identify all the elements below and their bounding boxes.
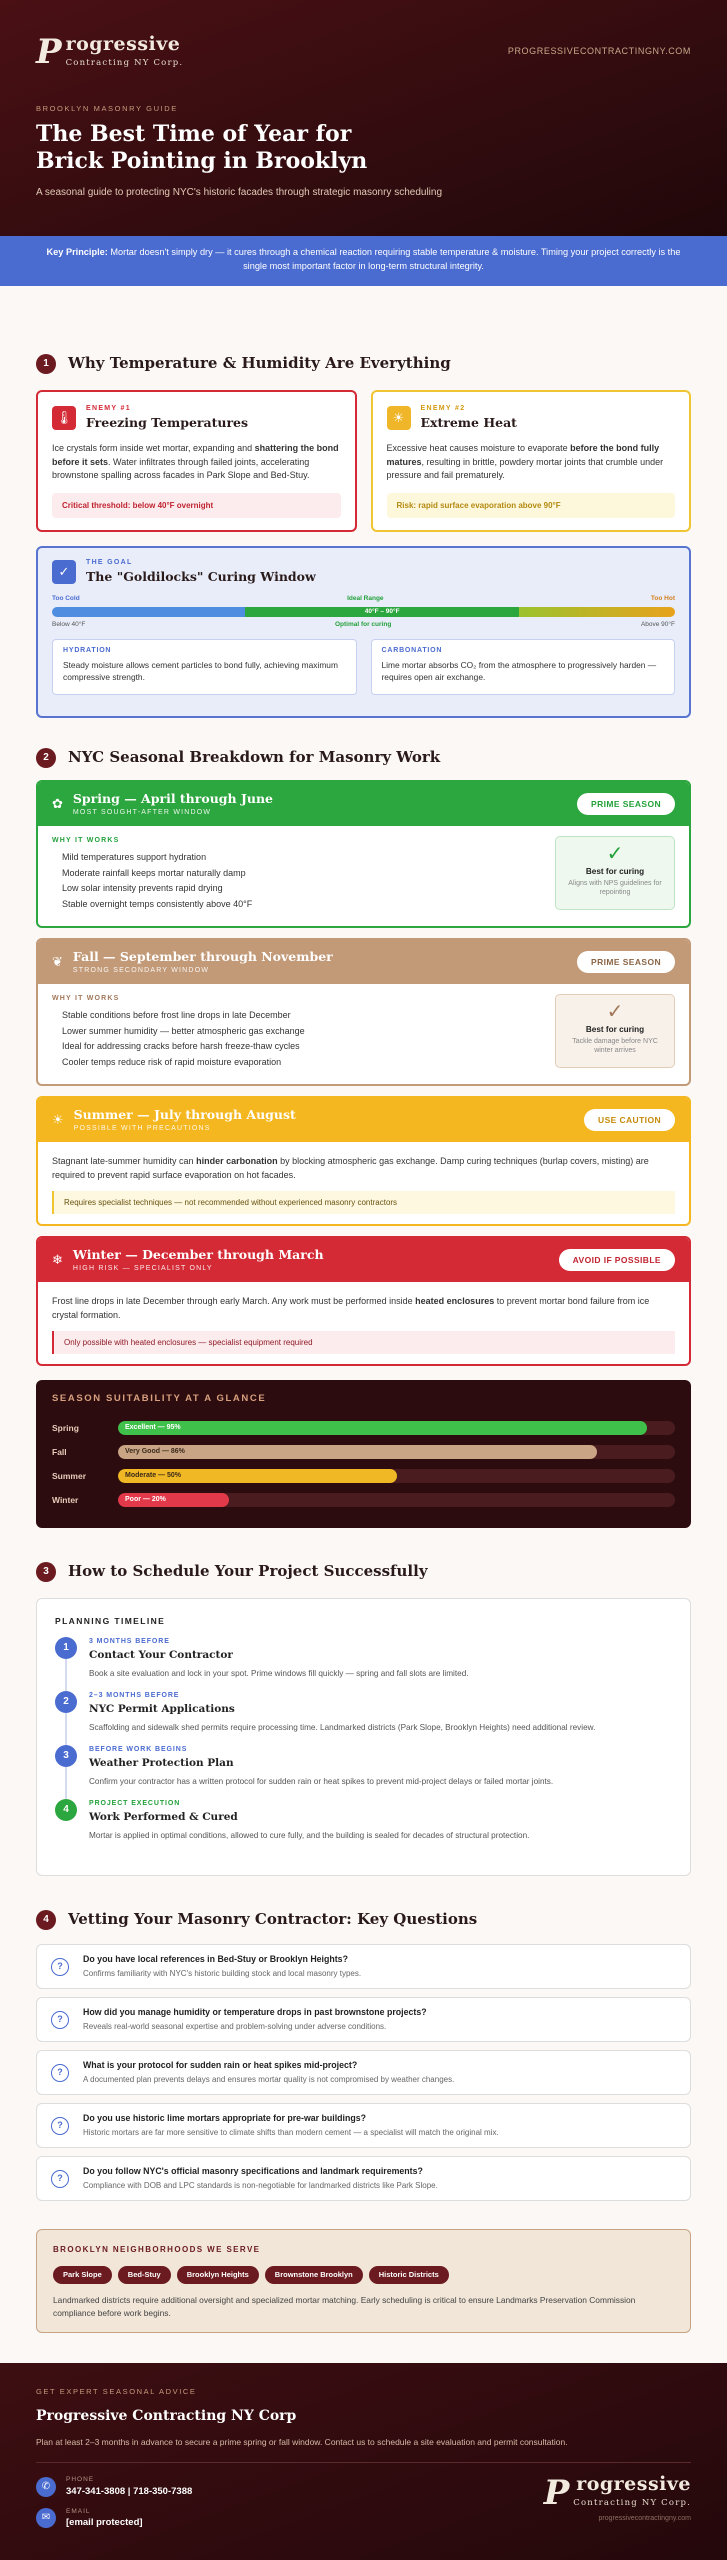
summer-card xyxy=(36,1096,691,1226)
category-label: Spring xyxy=(52,1422,79,1433)
enemy-label: ENEMY #2 xyxy=(420,405,466,412)
hero-header xyxy=(0,0,727,236)
prime-season-badge: PRIME SEASON xyxy=(577,793,675,815)
season-sub: MOST SOUGHT-AFTER WINDOW xyxy=(72,808,212,816)
chart-row xyxy=(52,1440,675,1464)
email-link[interactable]: [email protected] xyxy=(66,2517,143,2529)
hydration-box: HYDRATION Steady moisture allows cement particles to bond fully, achieving maximum compressive strength. xyxy=(52,639,357,695)
neighborhood-chip: Brownstone Brooklyn xyxy=(265,2266,363,2285)
category-label: Summer xyxy=(52,1470,87,1481)
neighborhoods-title: BROOKLYN NEIGHBORHOODS WE SERVE xyxy=(53,2245,261,2254)
category-label: Winter xyxy=(52,1494,79,1505)
timeline-step: 2 2–3 MONTHS BEFORE NYC Permit Applications Scaffolding and sidewalk shed permits require processing time. Landmarked districts (Park Slope, Brooklyn Heights) need additional review. xyxy=(55,1691,672,1745)
checkmark-icon: ✓ xyxy=(606,1001,624,1023)
chart-row xyxy=(52,1416,675,1440)
ideal-range-label: Ideal Range xyxy=(347,595,384,603)
chart-row xyxy=(52,1488,675,1512)
step-number: 2 xyxy=(55,1691,77,1713)
season-sub: HIGH RISK — SPECIALIST ONLY xyxy=(72,1264,213,1272)
summer-description: Stagnant late-summer humidity can hinder carbonation by blocking atmospheric gas exchange. Damp curing techniques (burlap covers, misting) are required to prevent rapid surface evaporation on hot facades. xyxy=(52,1156,649,1181)
bar: Poor — 20% xyxy=(118,1493,229,1507)
avoid-badge: AVOID IF POSSIBLE xyxy=(559,1249,675,1271)
leaf-icon: ❦ xyxy=(52,953,63,969)
goal-title: The "Goldilocks" Curing Window xyxy=(86,569,316,585)
neighborhood-chip: Brooklyn Heights xyxy=(177,2266,259,2285)
flower-icon: ✿ xyxy=(52,795,63,811)
footer-logo[interactable]: P rogressive Contracting NY Corp. xyxy=(543,2472,691,2513)
use-caution-badge: USE CAUTION xyxy=(584,1109,675,1131)
spring-reasons-list xyxy=(52,850,252,912)
phone-icon: ✆ xyxy=(36,2477,56,2497)
enemy-heat-card xyxy=(371,390,692,532)
section-title: How to Schedule Your Project Successfully xyxy=(68,1562,428,1581)
winter-description: Frost line drops in late December through early March. Any work must be performed inside heated enclosures to prevent mortar bond failure from ice crystal formation. xyxy=(52,1296,650,1321)
spring-verdict: ✓ Best for curing Aligns with NPS guidelines for repointing xyxy=(555,836,675,910)
section-title: Vetting Your Masonry Contractor: Key Questions xyxy=(68,1910,478,1929)
too-cold-label: Too Cold xyxy=(52,595,80,603)
bar: Moderate — 50% xyxy=(118,1469,397,1483)
footer-eyebrow: GET EXPERT SEASONAL ADVICE xyxy=(36,2387,197,2396)
section-number: 2 xyxy=(36,748,56,768)
phone-numbers[interactable]: 347-341-3808 | 718-350-7388 xyxy=(66,2485,193,2497)
question-icon: ? xyxy=(51,1958,69,1976)
email-contact[interactable]: ✉ EMAIL [email protected] xyxy=(36,2507,192,2530)
chart-row xyxy=(52,1464,675,1488)
neighborhood-chip: Park Slope xyxy=(53,2266,112,2285)
company-logo[interactable] xyxy=(36,32,184,72)
ideal-range-value: 40°F – 90°F xyxy=(245,607,519,617)
season-title: Fall — September through November xyxy=(72,948,333,964)
summer-note: Requires specialist techniques — not recommended without experienced masonry contractors xyxy=(52,1191,675,1215)
section-1-heading xyxy=(36,352,691,376)
season-suitability-chart xyxy=(36,1380,691,1528)
section-title: Why Temperature & Humidity Are Everything xyxy=(68,354,451,373)
key-principle-banner xyxy=(0,236,727,286)
list-item: Lower summer humidity — better atmospheric gas exchange xyxy=(62,1025,305,1036)
neighborhoods-box xyxy=(36,2229,691,2333)
carbonation-box: CARBONATION Lime mortar absorbs CO₂ from the atmosphere to progressively harden — requires open air exchange. xyxy=(371,639,676,695)
planning-timeline xyxy=(36,1598,691,1876)
optimal-label: Optimal for curing xyxy=(334,620,392,628)
sun-icon: ☀ xyxy=(52,1111,64,1127)
hero-eyebrow: BROOKLYN MASONRY GUIDE xyxy=(36,104,178,113)
goal-label: THE GOAL xyxy=(86,559,133,566)
question-card: ? Do you follow NYC's official masonry specifications and landmark requirements? Compliance with DOB and LPC standards is non-negotiable for landmarked districts like Park Slope. xyxy=(36,2156,691,2201)
spring-card: ✿ Spring — April through June MOST SOUGHT-AFTER WINDOW PRIME SEASON WHY IT WORKS Mild temperatures support hydration Moderate rainfall keeps mortar naturally damp Low solar intensity prevents rapid drying Stable overnight temps consistently above 40°F ✓ Best for curing Aligns with NPS guidelines for repointing xyxy=(36,780,691,928)
list-item: Low solar intensity prevents rapid drying xyxy=(62,883,223,894)
question-card: ? Do you use historic lime mortars appropriate for pre-war buildings? Historic mortars are far more sensitive to climate shifts than modern cement — a specialist will match the original mix. xyxy=(36,2103,691,2148)
season-sub: STRONG SECONDARY WINDOW xyxy=(72,966,210,974)
footer-company-name: Progressive Contracting NY Corp xyxy=(36,2407,297,2424)
fall-verdict: ✓ Best for curing Tackle damage before NYC winter arrives xyxy=(555,994,675,1068)
goldilocks-card xyxy=(36,546,691,718)
sun-icon: ☀ xyxy=(387,406,411,430)
neighborhood-chip: Bed-Stuy xyxy=(118,2266,171,2285)
section-number: 3 xyxy=(36,1562,56,1582)
neighborhood-chip: Historic Districts xyxy=(369,2266,449,2285)
bar: Very Good — 86% xyxy=(118,1445,597,1459)
list-item: Moderate rainfall keeps mortar naturally damp xyxy=(62,867,246,878)
above-label: Above 90°F xyxy=(640,620,675,628)
timeline-step: 1 3 MONTHS BEFORE Contact Your Contractor Book a site evaluation and lock in your spot. Prime windows fill quickly — spring and fall slots are limited. xyxy=(55,1637,672,1691)
season-title: Winter — December through March xyxy=(72,1246,324,1262)
list-item: Mild temperatures support hydration xyxy=(62,852,207,863)
footer xyxy=(0,2363,727,2560)
winter-card xyxy=(36,1236,691,1366)
list-item: Stable conditions before frost line drops in late December xyxy=(62,1010,291,1021)
below-label: Below 40°F xyxy=(52,620,86,628)
bar: Excellent — 95% xyxy=(118,1421,647,1435)
neighborhoods-note: Landmarked districts require additional oversight and specialized mortar matching. Early scheduling is critical to ensure Landmarks Preservation Commission compliance before work begins. xyxy=(53,2295,636,2319)
footer-description: Plan at least 2–3 months in advance to secure a prime spring or fall window. Contact us to schedule a site evaluation and permit consultation. xyxy=(36,2437,568,2448)
question-card: ? What is your protocol for sudden rain or heat spikes mid-project? A documented plan prevents delays and ensures mortar quality is not compromised by weather changes. xyxy=(36,2050,691,2095)
timeline-title: PLANNING TIMELINE xyxy=(55,1616,166,1626)
category-label: Fall xyxy=(52,1446,67,1457)
footer-url[interactable]: progressivecontractingny.com xyxy=(598,2514,691,2522)
question-card: ? Do you have local references in Bed-Stuy or Brooklyn Heights? Confirms familiarity with NYC's historic building stock and local masonry types. xyxy=(36,1944,691,1989)
step-number: 4 xyxy=(55,1799,77,1821)
fall-card: ❦ Fall — September through November STRONG SECONDARY WINDOW PRIME SEASON WHY IT WORKS Stable conditions before frost line drops in late December Lower summer humidity — better atmospheric gas exchange Ideal for addressing cracks before harsh freeze-thaw cycles Cooler temps reduce risk of rapid moisture evaporation ✓ Best for curing Tackle damage before NYC winter arrives xyxy=(36,938,691,1086)
question-icon: ? xyxy=(51,2117,69,2135)
enemy-title: Extreme Heat xyxy=(420,415,517,431)
enemy-body: Excessive heat causes moisture to evaporate before the bond fully matures, resulting in brittle, powdery mortar joints that crumble under pressure and fail prematurely. xyxy=(386,443,664,481)
thermometer-icon: 🌡 xyxy=(52,406,76,430)
site-url-link[interactable]: PROGRESSIVECONTRACTINGNY.COM xyxy=(507,46,691,57)
timeline-step: 4 PROJECT EXECUTION Work Performed & Cured Mortar is applied in optimal conditions, allowed to cure fully, and the building is sealed for decades of structural protection. xyxy=(55,1799,672,1853)
season-title: Summer — July through August xyxy=(73,1106,296,1122)
section-number: 4 xyxy=(36,1910,56,1930)
snowflake-icon: ❄ xyxy=(52,1251,63,1267)
question-icon: ? xyxy=(51,2011,69,2029)
section-title: NYC Seasonal Breakdown for Masonry Work xyxy=(68,748,441,767)
list-item: Stable overnight temps consistently above 40°F xyxy=(62,898,253,909)
section-2-heading xyxy=(36,746,691,770)
hero-subtitle: A seasonal guide to protecting NYC's historic facades through strategic masonry scheduling xyxy=(36,186,443,198)
check-target-icon: ✓ xyxy=(52,560,76,584)
enemy-title: Freezing Temperatures xyxy=(86,415,249,431)
temperature-range-bar xyxy=(52,607,675,617)
logo-letter: P xyxy=(36,32,62,72)
chart-title: SEASON SUITABILITY AT A GLANCE xyxy=(52,1393,267,1404)
step-number: 1 xyxy=(55,1637,77,1659)
too-hot-label: Too Hot xyxy=(650,595,675,603)
fall-reasons-list xyxy=(52,1008,305,1070)
mail-icon: ✉ xyxy=(36,2508,56,2528)
section-number: 1 xyxy=(36,354,56,374)
timeline-step: 3 BEFORE WORK BEGINS Weather Protection Plan Confirm your contractor has a written protocol for sudden rain or heat spikes to prevent mid-project delays or failed mortar joints. xyxy=(55,1745,672,1799)
principle-label: Key Principle: xyxy=(46,247,108,257)
heat-risk-alert: Risk: rapid surface evaporation above 90°F xyxy=(387,493,676,519)
question-icon: ? xyxy=(51,2170,69,2188)
principle-text: Mortar doesn't simply dry — it cures through a chemical reaction requiring stable temperature & moisture. Timing your project correctly is the single most important factor in long-term structural integrity. xyxy=(110,247,681,272)
question-card: ? How did you manage humidity or temperature drops in past brownstone projects? Reveals real-world seasonal expertise and problem-solving under adverse conditions. xyxy=(36,1997,691,2042)
question-icon: ? xyxy=(51,2064,69,2082)
checkmark-icon: ✓ xyxy=(606,843,624,865)
phone-contact[interactable]: ✆ PHONE 347-341-3808 | 718-350-7388 xyxy=(36,2475,192,2498)
section-3-heading xyxy=(36,1560,691,1584)
logo-sub: Contracting NY Corp. xyxy=(65,57,184,68)
prime-season-badge: PRIME SEASON xyxy=(577,951,675,973)
winter-note: Only possible with heated enclosures — specialist equipment required xyxy=(52,1331,675,1355)
list-item: Cooler temps reduce risk of rapid moisture evaporation xyxy=(62,1056,282,1067)
enemy-label: ENEMY #1 xyxy=(86,405,131,412)
page-title: The Best Time of Year for Brick Pointing in Brooklyn xyxy=(36,120,368,175)
season-sub: POSSIBLE WITH PRECAUTIONS xyxy=(73,1124,211,1132)
enemy-cold-card xyxy=(36,390,357,532)
enemy-body: Ice crystals form inside wet mortar, expanding and shattering the bond before it sets. Water infiltrates through failed joints, accelerating brownstone spalling across facades in Park Slope and Bed-Stuy. xyxy=(52,443,339,481)
cold-threshold-alert: Critical threshold: below 40°F overnight xyxy=(52,493,341,519)
logo-word: rogressive xyxy=(65,32,181,55)
step-number: 3 xyxy=(55,1745,77,1767)
list-item: Ideal for addressing cracks before harsh freeze-thaw cycles xyxy=(62,1041,300,1052)
section-4-heading xyxy=(36,1908,691,1932)
season-title: Spring — April through June xyxy=(72,790,274,806)
